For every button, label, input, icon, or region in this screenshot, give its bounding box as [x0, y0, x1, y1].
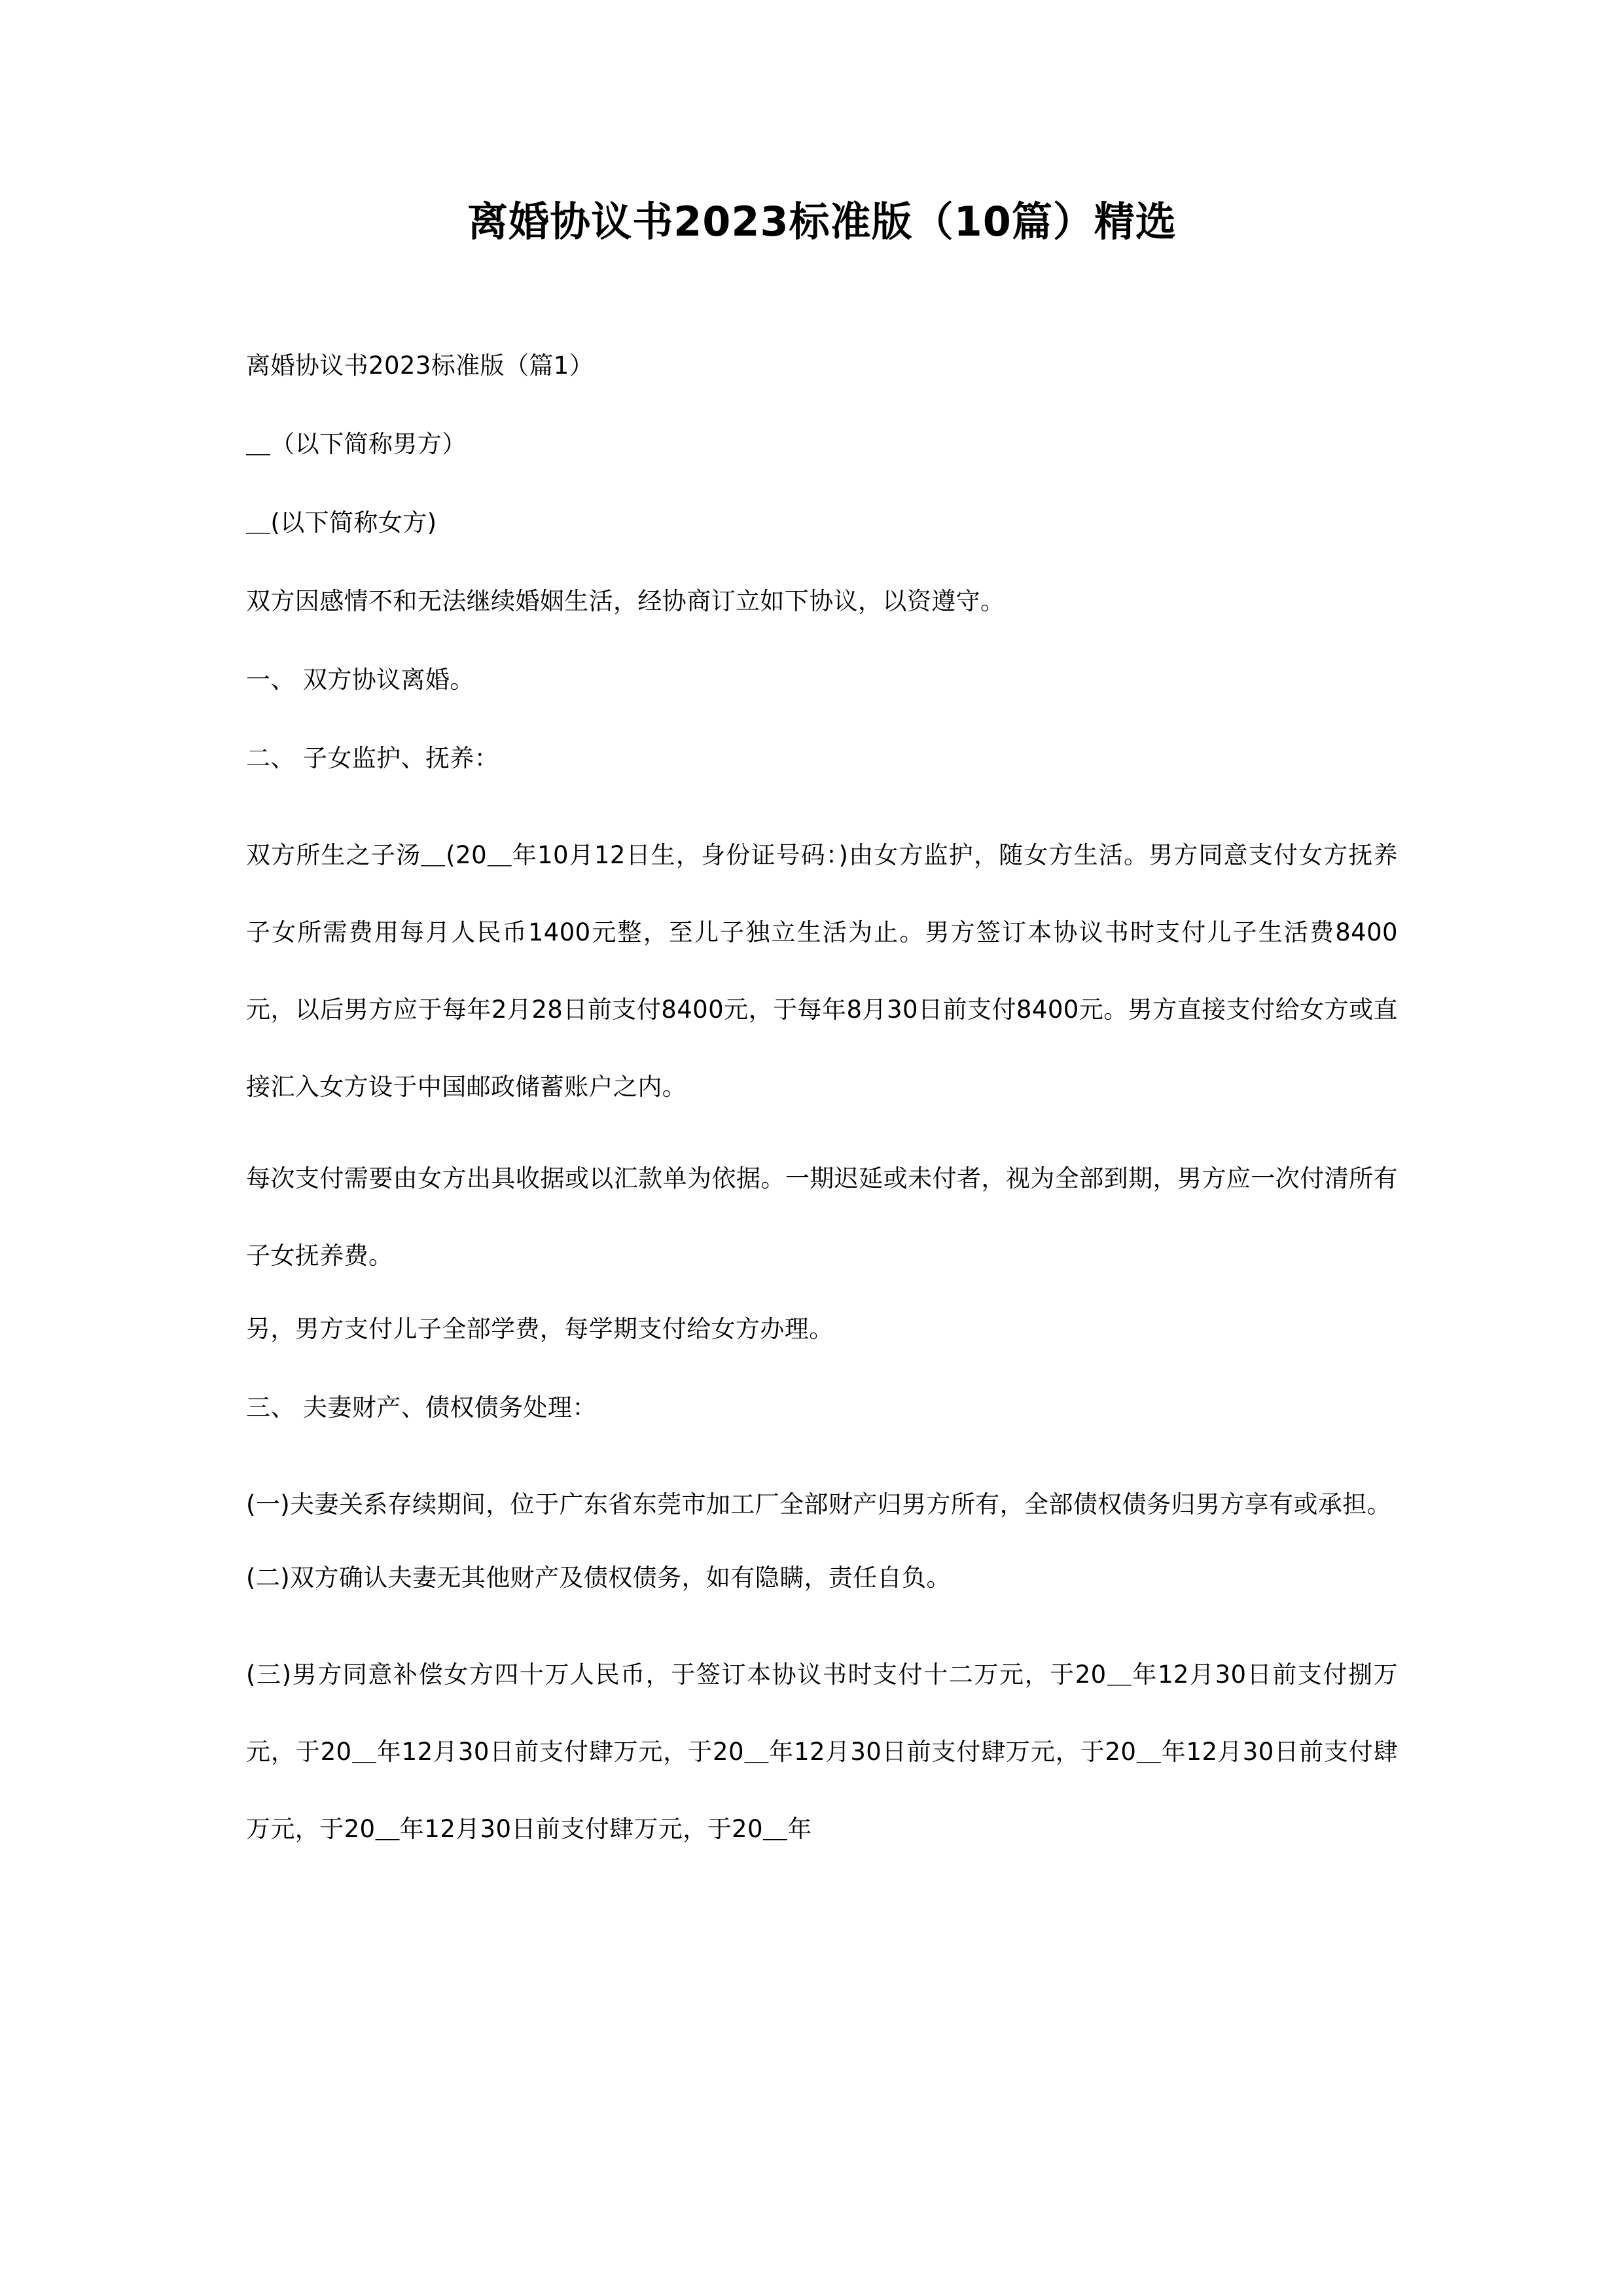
- party-male-line: ＿（以下简称男方）: [246, 429, 467, 458]
- party-female-line: ＿(以下简称女方): [246, 508, 437, 537]
- property-item-2: (二)双方确认夫妻无其他财产及债权债务，如有隐瞒，责任自负。: [246, 1563, 951, 1592]
- clause-one: 一、 双方协议离婚。: [246, 665, 474, 694]
- section-heading: 离婚协议书2023标准版（篇1）: [246, 351, 594, 380]
- preamble-paragraph: 双方因感情不和无法继续婚姻生活，经协商订立如下协议，以资遵守。: [246, 586, 1005, 615]
- receipt-paragraph: 每次支付需要由女方出具收据或以汇款单为依据。一期迟延或未付者，视为全部到期，男方应一次付清所有子女抚养费。: [246, 1164, 1398, 1270]
- document-body: [246, 346, 1398, 1868]
- custody-paragraph: 双方所生之子汤＿(20＿年10月12日生，身份证号码：)由女方监护，随女方生活。男方同意支付女方抚养子女所需费用每月人民币1400元整，至儿子独立生活为止。男方签订本协议书时支付儿子生活费8400元，以后男方应于每年2月28日前支付8400元，于每年8月30日前支付8400元。男方直接支付给女方或直接汇入女方设于中国邮政储蓄账户之内。: [246, 840, 1398, 1101]
- clause-three: 三、 夫妻财产、债权债务处理：: [246, 1393, 597, 1422]
- tuition-paragraph: 另，男方支付儿子全部学费，每学期支付给女方办理。: [246, 1314, 834, 1343]
- document-content: [246, 0, 1398, 1882]
- page-title: 离婚协议书2023标准版（10篇）精选: [467, 198, 1177, 245]
- property-item-1: (一)夫妻关系存续期间，位于广东省东莞市加工厂全部财产归男方所有，全部债权债务归男方享有或承担。: [246, 1490, 1392, 1518]
- clause-two: 二、 子女监护、抚养：: [246, 744, 499, 772]
- property-item-3: (三)男方同意补偿女方四十万人民币，于签订本协议书时支付十二万元，于20＿年12月30日前支付捌万元，于20＿年12月30日前支付肆万元，于20＿年12月30日前支付肆万元，于20＿年12月30日前支付肆万元，于20＿年12月30日前支付肆万元，于20＿年: [246, 1660, 1398, 1843]
